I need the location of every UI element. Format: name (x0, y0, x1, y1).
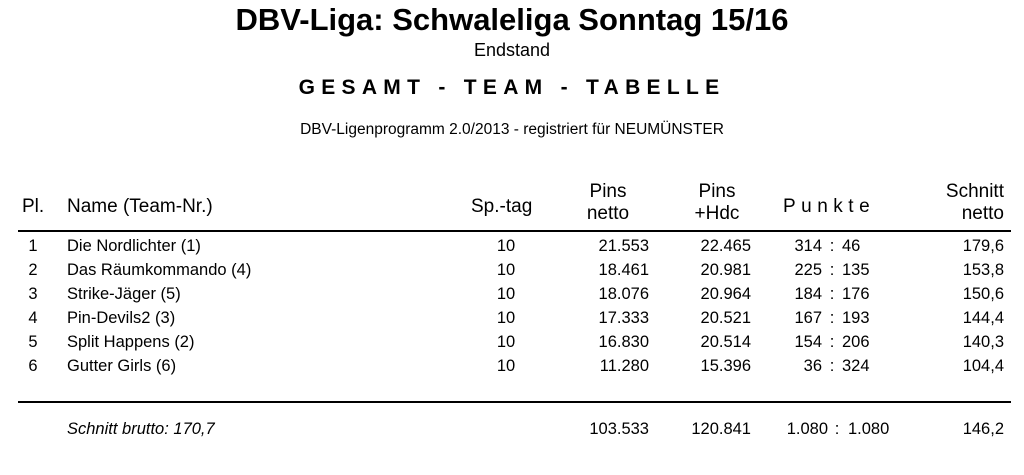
table-row (0, 355, 1024, 377)
col-header-pins-hdc-line2: +Hdc (694, 203, 740, 224)
cell-name: Strike-Jäger (5) (67, 285, 181, 303)
cell-name: Split Happens (2) (67, 333, 195, 351)
cell-name: Pin-Devils2 (3) (67, 309, 176, 327)
cell-punkte-minus: 206 (842, 333, 870, 351)
cell-pins-netto: 11.280 (599, 357, 649, 375)
cell-pins-hdc: 15.396 (700, 357, 751, 375)
cell-sptag: 10 (496, 237, 516, 255)
cell-sptag: 10 (496, 261, 516, 279)
cell-punkte-minus: 176 (842, 285, 870, 303)
col-header-schnitt-line1: Schnitt (945, 181, 1004, 202)
cell-name: Gutter Girls (6) (67, 357, 177, 375)
cell-name: Das Räumkommando (4) (67, 261, 252, 279)
cell-schnitt: 104,4 (962, 357, 1004, 375)
cell-punkte-plus: 314 (794, 237, 822, 255)
cell-pins-hdc: 20.521 (700, 309, 751, 327)
points-separator: : (834, 420, 840, 438)
col-header-sptag: Sp.-tag (471, 196, 533, 217)
summary-row (0, 418, 1024, 440)
cell-punkte-minus: 46 (842, 237, 861, 255)
page-title: DBV-Liga: Schwaleliga Sonntag 15/16 (235, 2, 789, 37)
points-separator: : (829, 333, 835, 351)
col-header-pins-hdc (676, 181, 758, 225)
cell-pins-netto: 21.553 (598, 237, 649, 255)
cell-pins-hdc: 20.981 (700, 261, 751, 279)
col-header-pins-hdc-line1: Pins (698, 181, 736, 202)
summary-pins-hdc: 120.841 (691, 420, 751, 438)
cell-sptag: 10 (496, 309, 516, 327)
table-row (0, 307, 1024, 329)
col-header-punkte: Punkte (783, 196, 876, 217)
summary-punkte-minus: 1.080 (848, 420, 890, 438)
cell-pl: 1 (28, 237, 38, 255)
points-separator: : (829, 261, 835, 279)
cell-schnitt: 144,4 (962, 309, 1004, 327)
cell-pl: 2 (28, 261, 38, 279)
cell-pl: 3 (28, 285, 38, 303)
col-header-schnitt (904, 181, 1004, 225)
cell-schnitt: 150,6 (962, 285, 1004, 303)
cell-punkte-plus: 167 (794, 309, 822, 327)
summary-punkte-plus: 1.080 (786, 420, 828, 438)
cell-sptag: 10 (496, 357, 516, 375)
cell-punkte-plus: 36 (803, 357, 822, 375)
cell-pl: 6 (28, 357, 38, 375)
cell-punkte-plus: 225 (794, 261, 822, 279)
col-header-pins-netto-line1: Pins (589, 181, 627, 202)
cell-schnitt: 153,8 (962, 261, 1004, 279)
cell-punkte-plus: 184 (794, 285, 822, 303)
col-header-pins-netto-line2: netto (586, 203, 630, 224)
cell-sptag: 10 (496, 333, 516, 351)
cell-name: Die Nordlichter (1) (67, 237, 201, 255)
summary-schnitt: 146,2 (962, 420, 1004, 438)
col-header-pins-netto (567, 181, 649, 225)
section-heading: GESAMT - TEAM - TABELLE (298, 76, 726, 99)
table-row (0, 259, 1024, 281)
header-rule (18, 230, 1011, 232)
cell-pl: 4 (28, 309, 38, 327)
cell-pins-hdc: 20.514 (700, 333, 751, 351)
cell-punkte-minus: 193 (842, 309, 870, 327)
cell-schnitt: 179,6 (962, 237, 1004, 255)
cell-pl: 5 (28, 333, 38, 351)
table-row (0, 283, 1024, 305)
cell-pins-hdc: 20.964 (700, 285, 751, 303)
points-separator: : (829, 237, 835, 255)
summary-rule (18, 401, 1011, 403)
table-row (0, 331, 1024, 353)
subtitle: Endstand (473, 40, 551, 60)
table-row (0, 235, 1024, 257)
cell-punkte-minus: 324 (842, 357, 870, 375)
cell-punkte-plus: 154 (794, 333, 822, 351)
cell-pins-hdc: 22.465 (700, 237, 751, 255)
cell-pins-netto: 18.461 (598, 261, 649, 279)
cell-pins-netto: 18.076 (598, 285, 649, 303)
program-info: DBV-Ligenprogramm 2.0/2013 - registriert für NEUMÜNSTER (300, 121, 724, 138)
cell-punkte-minus: 135 (842, 261, 870, 279)
cell-schnitt: 140,3 (962, 333, 1004, 351)
col-header-schnitt-line2: netto (961, 203, 1004, 224)
cell-sptag: 10 (496, 285, 516, 303)
cell-pins-netto: 17.333 (598, 309, 649, 327)
col-header-name: Name (Team-Nr.) (67, 196, 213, 217)
points-separator: : (829, 309, 835, 327)
points-separator: : (829, 285, 835, 303)
summary-pins-netto: 103.533 (589, 420, 649, 438)
cell-pins-netto: 16.830 (598, 333, 649, 351)
points-separator: : (829, 357, 835, 375)
summary-label: Schnitt brutto: 170,7 (67, 420, 215, 438)
col-header-pl: Pl. (22, 196, 45, 217)
